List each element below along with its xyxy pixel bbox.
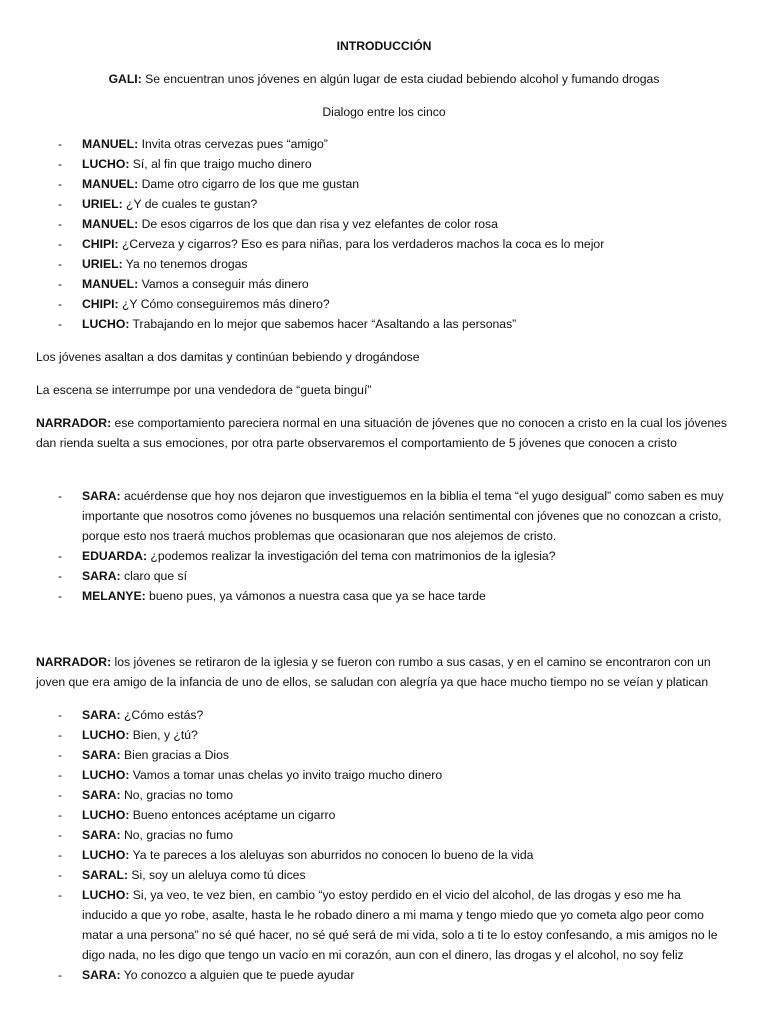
- bullet-dash: -: [58, 888, 63, 902]
- speaker: GALI:: [108, 72, 142, 86]
- speaker: EDUARDA:: [82, 549, 147, 563]
- speaker: SARA:: [82, 489, 121, 503]
- speaker: NARRADOR:: [36, 416, 112, 430]
- paragraph-escena: La escena se interrumpe por una vendedora de “gueta binguí”: [36, 383, 372, 397]
- line-text: Si, ya veo, te vez bien, en cambio “yo estoy perdido en el vicio del alcohol, de las drogas y eso me ha inducido a que yo robe, asalte, hasta le he robado dinero a mi mama y tengo miedo que yo cometa algo peor como matar a una persona” no sé qué hacer, no sé qué será de mi vida, solo a ti te lo estoy confesando, a mis amigos no le digo nada, no les digo que tengo un vacío en mi corazón, aun con el dinero, las drogas y el alcohol, no soy feliz: [82, 888, 718, 962]
- speaker: CHIPI:: [82, 297, 119, 311]
- line-text: bueno pues, ya vámonos a nuestra casa que ya se hace tarde: [145, 589, 486, 603]
- bullet-dash: -: [58, 708, 63, 722]
- list-item: [58, 845, 728, 865]
- list-item: [58, 314, 728, 334]
- speaker: SARA:: [82, 968, 121, 982]
- line-text: Yo conozco a alguien que te puede ayudar: [120, 968, 355, 982]
- line-text: ese comportamiento pareciera normal en una situación de jóvenes que no conocen a cristo en la cual los jóvenes dan rienda suelta a sus emociones, por otra parte observaremos el comportamiento de 5 jóvenes que conocen a cristo: [36, 416, 727, 450]
- line-text: Ya no tenemos drogas: [122, 257, 248, 271]
- list-item: [58, 865, 728, 885]
- line-text: ¿Y de cuales te gustan?: [122, 197, 258, 211]
- list-item: [58, 214, 728, 234]
- line-text: Trabajando en lo mejor que sabemos hacer “Asaltando a las personas”: [129, 317, 517, 331]
- bullet-dash: -: [58, 257, 63, 271]
- list-item: [58, 805, 728, 825]
- bullet-dash: -: [58, 748, 63, 762]
- bullet-dash: -: [58, 177, 63, 191]
- line-text: ¿Cerveza y cigarros? Eso es para niñas, para los verdaderos machos la coca es lo mejor: [118, 237, 605, 251]
- paragraph-asaltan: Los jóvenes asaltan a dos damitas y continúan bebiendo y drogándose: [36, 350, 420, 364]
- speaker: SARAL:: [82, 868, 129, 882]
- line-text: Bueno entonces acéptame un cigarro: [129, 808, 336, 822]
- speaker: SARA:: [82, 748, 121, 762]
- line-text: De esos cigarros de los que dan risa y vez elefantes de color rosa: [138, 217, 498, 231]
- list-item: [58, 566, 728, 586]
- bullet-dash: -: [58, 848, 63, 862]
- speaker: MANUEL:: [82, 217, 139, 231]
- list-item: [58, 885, 728, 965]
- speaker: SARA:: [82, 828, 121, 842]
- line-text: claro que sí: [120, 569, 187, 583]
- list-item: [58, 586, 728, 606]
- bullet-dash: -: [58, 217, 63, 231]
- speaker: SARA:: [82, 708, 121, 722]
- bullet-dash: -: [58, 157, 63, 171]
- list-item: [58, 546, 728, 566]
- speaker: LUCHO:: [82, 317, 130, 331]
- speaker: LUCHO:: [82, 808, 130, 822]
- list-item: [58, 254, 728, 274]
- line-text: ¿Y Cómo conseguiremos más dinero?: [118, 297, 330, 311]
- speaker: LUCHO:: [82, 728, 130, 742]
- bullet-dash: -: [58, 237, 63, 251]
- line-text: ¿podemos realizar la investigación del tema con matrimonios de la iglesia?: [147, 549, 556, 563]
- bullet-dash: -: [58, 768, 63, 782]
- list-item: [58, 134, 728, 154]
- line-text: acuérdense que hoy nos dejaron que investiguemos en la biblia el tema “el yugo desigual” como saben es muy importante que nosotros como jóvenes no busquemos una relación sentimental con jóvenes que no conozcan a cristo, porque esto nos traerá muchos problemas que ocasionaran que nos alejemos de cristo.: [82, 489, 724, 543]
- bullet-dash: -: [58, 549, 63, 563]
- narrator-paragraph: [36, 652, 736, 692]
- list-item: [58, 825, 728, 845]
- line-text: Vamos a conseguir más dinero: [138, 277, 309, 291]
- list-item: [58, 965, 728, 985]
- bullet-dash: -: [58, 137, 63, 151]
- bullet-dash: -: [58, 828, 63, 842]
- speaker: CHIPI:: [82, 237, 119, 251]
- bullet-dash: -: [58, 589, 63, 603]
- speaker: LUCHO:: [82, 157, 130, 171]
- line-text: Invita otras cervezas pues “amigo”: [138, 137, 328, 151]
- bullet-dash: -: [58, 489, 63, 503]
- speaker: MANUEL:: [82, 137, 139, 151]
- list-item: [58, 234, 728, 254]
- list-item: [58, 274, 728, 294]
- line-text: Si, soy un aleluya como tú dices: [128, 868, 306, 882]
- line-text: Vamos a tomar unas chelas yo invito traigo mucho dinero: [129, 768, 443, 782]
- dialog-subtitle: Dialogo entre los cinco: [322, 105, 446, 119]
- line-text: Bien, y ¿tú?: [129, 728, 198, 742]
- speaker: LUCHO:: [82, 888, 130, 902]
- speaker: NARRADOR:: [36, 655, 112, 669]
- speaker: MANUEL:: [82, 177, 139, 191]
- speaker: SARA:: [82, 569, 121, 583]
- list-item: [58, 154, 728, 174]
- line-text: No, gracias no fumo: [120, 828, 234, 842]
- list-item: [58, 486, 728, 546]
- list-item: [58, 765, 728, 785]
- line-text: No, gracias no tomo: [120, 788, 234, 802]
- bullet-dash: -: [58, 277, 63, 291]
- bullet-dash: -: [58, 728, 63, 742]
- speaker: URIEL:: [82, 197, 123, 211]
- bullet-dash: -: [58, 808, 63, 822]
- bullet-dash: -: [58, 197, 63, 211]
- bullet-dash: -: [58, 788, 63, 802]
- line-text: Se encuentran unos jóvenes en algún lugar de esta ciudad bebiendo alcohol y fumando drogas: [141, 72, 660, 86]
- line-text: Bien gracias a Dios: [120, 748, 229, 762]
- narrator-paragraph: [36, 413, 736, 453]
- list-item: [58, 705, 728, 725]
- list-item: [58, 725, 728, 745]
- line-text: Sí, al fin que traigo mucho dinero: [129, 157, 312, 171]
- list-item: [58, 174, 728, 194]
- list-item: [58, 294, 728, 314]
- speaker: LUCHO:: [82, 848, 130, 862]
- speaker: SARA:: [82, 788, 121, 802]
- gali-line: [0, 69, 768, 89]
- line-text: Dame otro cigarro de los que me gustan: [138, 177, 360, 191]
- list-item: [58, 194, 728, 214]
- speaker: MANUEL:: [82, 277, 139, 291]
- speaker: URIEL:: [82, 257, 123, 271]
- line-text: ¿Cómo estás?: [120, 708, 204, 722]
- bullet-dash: -: [58, 868, 63, 882]
- bullet-dash: -: [58, 297, 63, 311]
- list-item: [58, 785, 728, 805]
- speaker: MELANYE:: [82, 589, 146, 603]
- bullet-dash: -: [58, 968, 63, 982]
- bullet-dash: -: [58, 569, 63, 583]
- speaker: LUCHO:: [82, 768, 130, 782]
- bullet-dash: -: [58, 317, 63, 331]
- page-title: INTRODUCCIÓN: [336, 39, 432, 53]
- line-text: Ya te pareces a los aleluyas son aburridos no conocen lo bueno de la vida: [129, 848, 534, 862]
- line-text: los jóvenes se retiraron de la iglesia y se fueron con rumbo a sus casas, y en el camino se encontraron con un joven que era amigo de la infancia de uno de ellos, se saludan con alegría ya que hace mucho tiempo no se veían y platican: [36, 655, 711, 689]
- list-item: [58, 745, 728, 765]
